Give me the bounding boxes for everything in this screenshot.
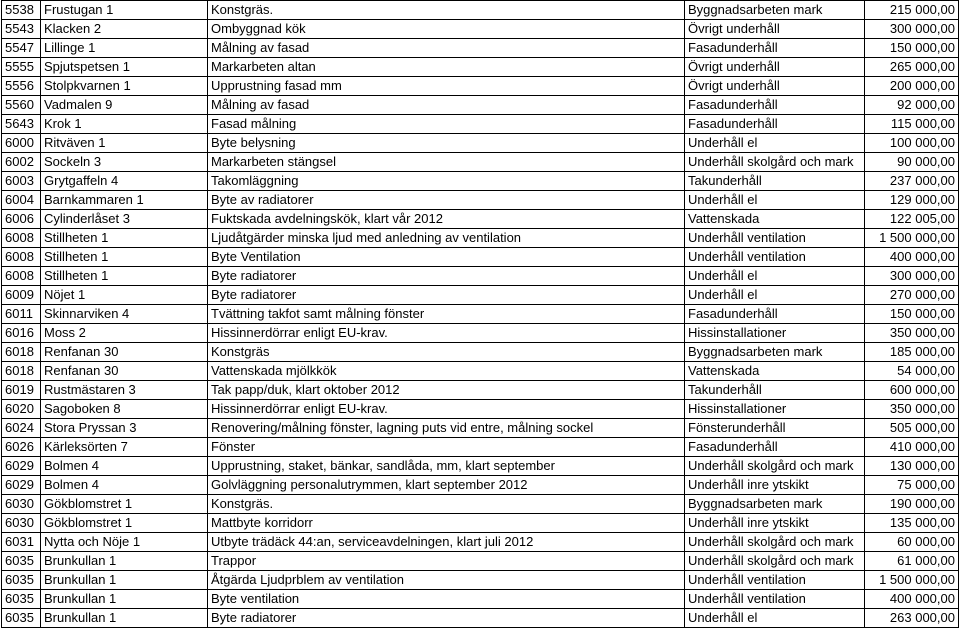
cell-description[interactable]: Takomläggning <box>208 172 685 191</box>
table-row[interactable] <box>2 115 959 134</box>
cell-amount[interactable]: 350 000,00 <box>865 400 959 419</box>
table-row[interactable] <box>2 495 959 514</box>
cell-description[interactable]: Byte radiatorer <box>208 267 685 286</box>
cell-description[interactable]: Hissinnerdörrar enligt EU-krav. <box>208 400 685 419</box>
cell-description[interactable]: Konstgräs. <box>208 495 685 514</box>
cell-category[interactable]: Övrigt underhåll <box>685 77 865 96</box>
cell-property[interactable]: Brunkullan 1 <box>41 590 208 609</box>
cell-property[interactable]: Bolmen 4 <box>41 457 208 476</box>
cell-property[interactable]: Lillinge 1 <box>41 39 208 58</box>
cell-category[interactable]: Hissinstallationer <box>685 324 865 343</box>
table-row[interactable] <box>2 77 959 96</box>
cell-amount[interactable]: 122 005,00 <box>865 210 959 229</box>
cell-amount[interactable]: 237 000,00 <box>865 172 959 191</box>
cell-amount[interactable]: 60 000,00 <box>865 533 959 552</box>
cell-description[interactable]: Tak papp/duk, klart oktober 2012 <box>208 381 685 400</box>
cell-category[interactable]: Fasadunderhåll <box>685 39 865 58</box>
cell-description[interactable]: Tvättning takfot samt målning fönster <box>208 305 685 324</box>
cell-category[interactable]: Underhåll inre ytskikt <box>685 514 865 533</box>
cell-id[interactable]: 6035 <box>2 590 41 609</box>
table-row[interactable] <box>2 229 959 248</box>
cell-amount[interactable]: 400 000,00 <box>865 590 959 609</box>
cell-id[interactable]: 6004 <box>2 191 41 210</box>
cell-amount[interactable]: 150 000,00 <box>865 305 959 324</box>
table-row[interactable] <box>2 305 959 324</box>
cell-property[interactable]: Sockeln 3 <box>41 153 208 172</box>
cell-category[interactable]: Hissinstallationer <box>685 400 865 419</box>
cell-category[interactable]: Underhåll el <box>685 134 865 153</box>
cell-category[interactable]: Underhåll skolgård och mark <box>685 153 865 172</box>
cell-category[interactable]: Byggnadsarbeten mark <box>685 1 865 20</box>
cell-amount[interactable]: 150 000,00 <box>865 39 959 58</box>
cell-id[interactable]: 6020 <box>2 400 41 419</box>
table-row[interactable] <box>2 457 959 476</box>
cell-category[interactable]: Vattenskada <box>685 362 865 381</box>
cell-property[interactable]: Gökblomstret 1 <box>41 495 208 514</box>
cell-category[interactable]: Fasadunderhåll <box>685 96 865 115</box>
table-row[interactable] <box>2 172 959 191</box>
cell-id[interactable]: 5543 <box>2 20 41 39</box>
cell-category[interactable]: Takunderhåll <box>685 172 865 191</box>
cell-category[interactable]: Underhåll ventilation <box>685 571 865 590</box>
cell-id[interactable]: 6035 <box>2 609 41 628</box>
cell-property[interactable]: Krok 1 <box>41 115 208 134</box>
table-row[interactable] <box>2 191 959 210</box>
table-row[interactable] <box>2 20 959 39</box>
cell-category[interactable]: Underhåll ventilation <box>685 248 865 267</box>
cell-id[interactable]: 6030 <box>2 495 41 514</box>
cell-amount[interactable]: 185 000,00 <box>865 343 959 362</box>
cell-category[interactable]: Fasadunderhåll <box>685 305 865 324</box>
cell-description[interactable]: Fasad målning <box>208 115 685 134</box>
cell-id[interactable]: 6024 <box>2 419 41 438</box>
table-row[interactable] <box>2 609 959 628</box>
cell-property[interactable]: Stillheten 1 <box>41 267 208 286</box>
cell-amount[interactable]: 115 000,00 <box>865 115 959 134</box>
cell-amount[interactable]: 90 000,00 <box>865 153 959 172</box>
cell-property[interactable]: Stora Pryssan 3 <box>41 419 208 438</box>
table-row[interactable] <box>2 58 959 77</box>
cell-category[interactable]: Underhåll el <box>685 191 865 210</box>
cell-category[interactable]: Underhåll skolgård och mark <box>685 533 865 552</box>
cell-id[interactable]: 5556 <box>2 77 41 96</box>
cell-category[interactable]: Underhåll inre ytskikt <box>685 476 865 495</box>
cell-description[interactable]: Fönster <box>208 438 685 457</box>
cell-id[interactable]: 6031 <box>2 533 41 552</box>
table-row[interactable] <box>2 1 959 20</box>
table-row[interactable] <box>2 419 959 438</box>
cell-property[interactable]: Ritväven 1 <box>41 134 208 153</box>
cell-amount[interactable]: 600 000,00 <box>865 381 959 400</box>
table-row[interactable] <box>2 248 959 267</box>
cell-category[interactable]: Fasadunderhåll <box>685 438 865 457</box>
cell-amount[interactable]: 61 000,00 <box>865 552 959 571</box>
cell-description[interactable]: Byte ventilation <box>208 590 685 609</box>
cell-amount[interactable]: 129 000,00 <box>865 191 959 210</box>
cell-description[interactable]: Renovering/målning fönster, lagning puts vid entre, målning sockel <box>208 419 685 438</box>
cell-category[interactable]: Underhåll el <box>685 609 865 628</box>
cell-id[interactable]: 6009 <box>2 286 41 305</box>
table-row[interactable] <box>2 571 959 590</box>
cell-amount[interactable]: 400 000,00 <box>865 248 959 267</box>
cell-amount[interactable]: 135 000,00 <box>865 514 959 533</box>
cell-property[interactable]: Klacken 2 <box>41 20 208 39</box>
cell-id[interactable]: 5643 <box>2 115 41 134</box>
cell-property[interactable]: Vadmalen 9 <box>41 96 208 115</box>
cell-id[interactable]: 6002 <box>2 153 41 172</box>
cell-amount[interactable]: 505 000,00 <box>865 419 959 438</box>
cell-id[interactable]: 6008 <box>2 248 41 267</box>
cell-id[interactable]: 6030 <box>2 514 41 533</box>
cell-category[interactable]: Underhåll el <box>685 267 865 286</box>
cell-category[interactable]: Byggnadsarbeten mark <box>685 495 865 514</box>
table-row[interactable] <box>2 96 959 115</box>
cell-description[interactable]: Ljudåtgärder minska ljud med anledning av ventilation <box>208 229 685 248</box>
cell-amount[interactable]: 300 000,00 <box>865 20 959 39</box>
table-row[interactable] <box>2 514 959 533</box>
cell-amount[interactable]: 190 000,00 <box>865 495 959 514</box>
cell-id[interactable]: 6008 <box>2 229 41 248</box>
cell-property[interactable]: Sagoboken 8 <box>41 400 208 419</box>
cell-property[interactable]: Rustmästaren 3 <box>41 381 208 400</box>
cell-amount[interactable]: 1 500 000,00 <box>865 229 959 248</box>
cell-description[interactable]: Vattenskada mjölkkök <box>208 362 685 381</box>
cell-amount[interactable]: 75 000,00 <box>865 476 959 495</box>
table-row[interactable] <box>2 39 959 58</box>
table-row[interactable] <box>2 267 959 286</box>
cell-property[interactable]: Brunkullan 1 <box>41 571 208 590</box>
table-row[interactable] <box>2 286 959 305</box>
table-row[interactable] <box>2 476 959 495</box>
table-row[interactable] <box>2 400 959 419</box>
cell-property[interactable]: Nytta och Nöje 1 <box>41 533 208 552</box>
cell-description[interactable]: Byte radiatorer <box>208 286 685 305</box>
cell-category[interactable]: Fasadunderhåll <box>685 115 865 134</box>
cell-amount[interactable]: 92 000,00 <box>865 96 959 115</box>
cell-id[interactable]: 6018 <box>2 343 41 362</box>
cell-id[interactable]: 6000 <box>2 134 41 153</box>
cell-id[interactable]: 5555 <box>2 58 41 77</box>
cell-property[interactable]: Skinnarviken 4 <box>41 305 208 324</box>
table-row[interactable] <box>2 362 959 381</box>
cell-description[interactable]: Målning av fasad <box>208 96 685 115</box>
cell-id[interactable]: 6003 <box>2 172 41 191</box>
cell-amount[interactable]: 350 000,00 <box>865 324 959 343</box>
table-row[interactable] <box>2 134 959 153</box>
cell-description[interactable]: Markarbeten altan <box>208 58 685 77</box>
cell-category[interactable]: Vattenskada <box>685 210 865 229</box>
cell-id[interactable]: 6006 <box>2 210 41 229</box>
cell-description[interactable]: Byte belysning <box>208 134 685 153</box>
table-body <box>2 1 959 628</box>
table-row[interactable] <box>2 210 959 229</box>
cell-property[interactable]: Stillheten 1 <box>41 248 208 267</box>
cell-amount[interactable]: 265 000,00 <box>865 58 959 77</box>
cell-description[interactable]: Markarbeten stängsel <box>208 153 685 172</box>
cell-property[interactable]: Moss 2 <box>41 324 208 343</box>
cell-id[interactable]: 6029 <box>2 476 41 495</box>
cell-description[interactable]: Golvläggning personalutrymmen, klart september 2012 <box>208 476 685 495</box>
cell-id[interactable]: 6029 <box>2 457 41 476</box>
cell-amount[interactable]: 130 000,00 <box>865 457 959 476</box>
cell-id[interactable]: 6035 <box>2 552 41 571</box>
table-row[interactable] <box>2 324 959 343</box>
cell-id[interactable]: 6019 <box>2 381 41 400</box>
cell-description[interactable]: Upprustning fasad mm <box>208 77 685 96</box>
cell-property[interactable]: Brunkullan 1 <box>41 552 208 571</box>
cell-description[interactable]: Trappor <box>208 552 685 571</box>
cell-property[interactable]: Grytgaffeln 4 <box>41 172 208 191</box>
cell-description[interactable]: Byte Ventilation <box>208 248 685 267</box>
cell-property[interactable]: Gökblomstret 1 <box>41 514 208 533</box>
cell-property[interactable]: Cylinderlåset 3 <box>41 210 208 229</box>
cell-id[interactable]: 6008 <box>2 267 41 286</box>
cell-amount[interactable]: 263 000,00 <box>865 609 959 628</box>
cell-description[interactable]: Konstgräs. <box>208 1 685 20</box>
table-row[interactable] <box>2 438 959 457</box>
cell-category[interactable]: Takunderhåll <box>685 381 865 400</box>
cell-amount[interactable]: 200 000,00 <box>865 77 959 96</box>
cell-amount[interactable]: 1 500 000,00 <box>865 571 959 590</box>
cell-amount[interactable]: 300 000,00 <box>865 267 959 286</box>
table-row[interactable] <box>2 533 959 552</box>
cell-description[interactable]: Hissinnerdörrar enligt EU-krav. <box>208 324 685 343</box>
cell-category[interactable]: Underhåll ventilation <box>685 590 865 609</box>
cell-property[interactable]: Spjutspetsen 1 <box>41 58 208 77</box>
cell-property[interactable]: Nöjet 1 <box>41 286 208 305</box>
cell-category[interactable]: Övrigt underhåll <box>685 58 865 77</box>
table-row[interactable] <box>2 153 959 172</box>
cell-property[interactable]: Kärleksörten 7 <box>41 438 208 457</box>
cell-description[interactable]: Konstgräs <box>208 343 685 362</box>
cell-amount[interactable]: 410 000,00 <box>865 438 959 457</box>
cell-description[interactable]: Mattbyte korridorr <box>208 514 685 533</box>
cell-description[interactable]: Fuktskada avdelningskök, klart vår 2012 <box>208 210 685 229</box>
cell-amount[interactable]: 100 000,00 <box>865 134 959 153</box>
cell-property[interactable]: Stillheten 1 <box>41 229 208 248</box>
cell-description[interactable]: Åtgärda Ljudprblem av ventilation <box>208 571 685 590</box>
cell-description[interactable]: Byte av radiatorer <box>208 191 685 210</box>
cell-property[interactable]: Frustugan 1 <box>41 1 208 20</box>
cell-description[interactable]: Byte radiatorer <box>208 609 685 628</box>
cell-property[interactable]: Brunkullan 1 <box>41 609 208 628</box>
cell-category[interactable]: Underhåll skolgård och mark <box>685 552 865 571</box>
cell-property[interactable]: Barnkammaren 1 <box>41 191 208 210</box>
cell-category[interactable]: Övrigt underhåll <box>685 20 865 39</box>
cell-description[interactable]: Upprustning, staket, bänkar, sandlåda, mm, klart september <box>208 457 685 476</box>
cell-id[interactable]: 5560 <box>2 96 41 115</box>
spreadsheet-table <box>1 0 959 628</box>
cell-description[interactable]: Målning av fasad <box>208 39 685 58</box>
cell-id[interactable]: 6016 <box>2 324 41 343</box>
cell-amount[interactable]: 270 000,00 <box>865 286 959 305</box>
cell-property[interactable]: Renfanan 30 <box>41 362 208 381</box>
cell-category[interactable]: Fönsterunderhåll <box>685 419 865 438</box>
cell-property[interactable]: Stolpkvarnen 1 <box>41 77 208 96</box>
cell-amount[interactable]: 54 000,00 <box>865 362 959 381</box>
table-row[interactable] <box>2 343 959 362</box>
cell-category[interactable]: Underhåll el <box>685 286 865 305</box>
cell-property[interactable]: Bolmen 4 <box>41 476 208 495</box>
cell-id[interactable]: 5547 <box>2 39 41 58</box>
table-row[interactable] <box>2 590 959 609</box>
cell-category[interactable]: Underhåll skolgård och mark <box>685 457 865 476</box>
cell-id[interactable]: 6011 <box>2 305 41 324</box>
cell-description[interactable]: Ombyggnad kök <box>208 20 685 39</box>
cell-id[interactable]: 6018 <box>2 362 41 381</box>
cell-property[interactable]: Renfanan 30 <box>41 343 208 362</box>
cell-category[interactable]: Byggnadsarbeten mark <box>685 343 865 362</box>
cell-id[interactable]: 6026 <box>2 438 41 457</box>
cell-id[interactable]: 5538 <box>2 1 41 20</box>
cell-category[interactable]: Underhåll ventilation <box>685 229 865 248</box>
cell-amount[interactable]: 215 000,00 <box>865 1 959 20</box>
table-row[interactable] <box>2 381 959 400</box>
cell-description[interactable]: Utbyte trädäck 44:an, serviceavdelningen, klart juli 2012 <box>208 533 685 552</box>
cell-id[interactable]: 6035 <box>2 571 41 590</box>
table-row[interactable] <box>2 552 959 571</box>
